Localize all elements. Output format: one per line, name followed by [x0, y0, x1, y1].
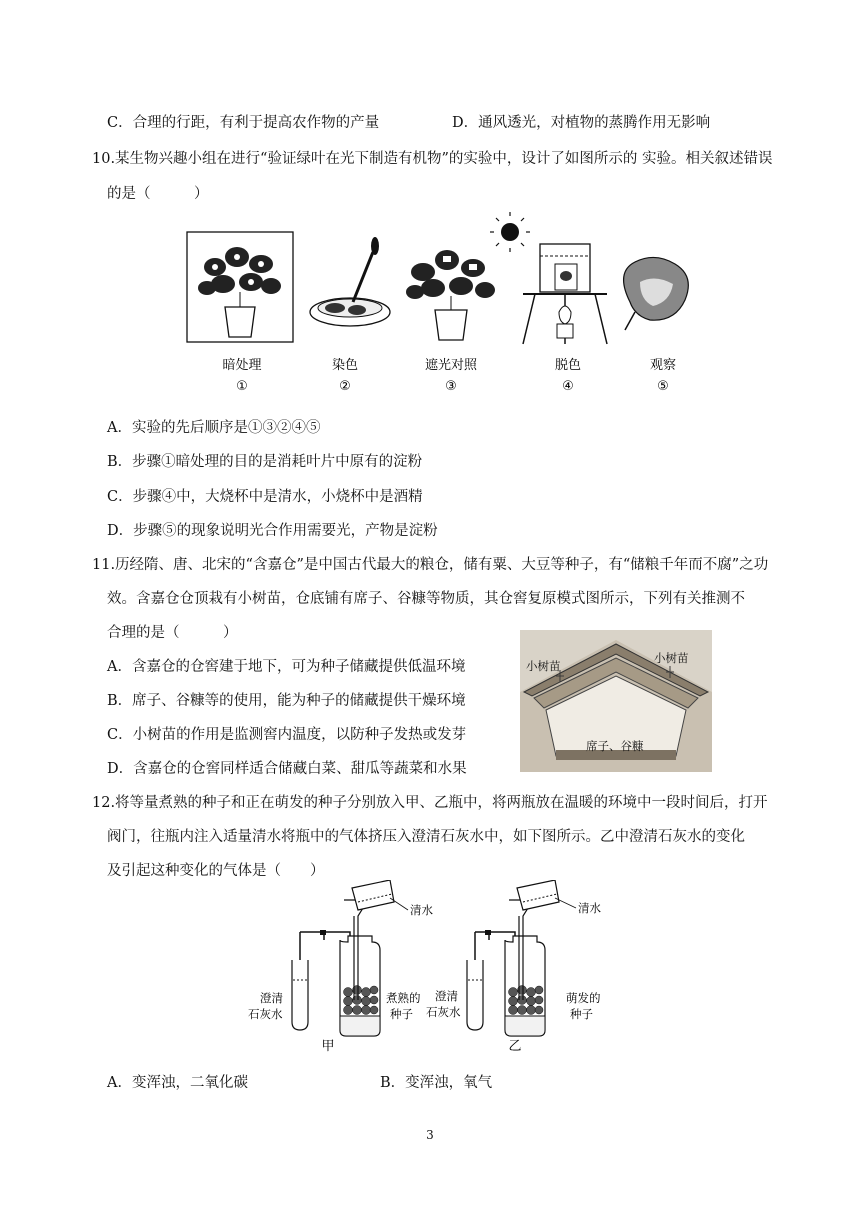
q10-stem-line2: 的是（ ） — [107, 186, 209, 202]
jia-lime-label-2: 石灰水 — [248, 1007, 283, 1021]
yi-seed-label-1: 萌发的 — [566, 991, 601, 1005]
step5-label: 观察 — [649, 358, 677, 373]
q10-experiment-figure — [185, 212, 705, 397]
q9-option-d: D．通风透光，对植物的蒸腾作用无影响 — [452, 115, 711, 131]
step2-number: ② — [339, 379, 351, 394]
observed-leaf-icon — [624, 257, 689, 330]
dark-treatment-plant-icon — [187, 232, 293, 342]
sapling-label-right: 小树苗 — [654, 651, 689, 665]
jia-water-label: 清水 — [410, 903, 433, 917]
step5-number: ⑤ — [657, 379, 669, 394]
yi-lime-label-2: 石灰水 — [426, 1005, 461, 1019]
q11-stem-line2: 效。含嘉仓仓顶栽有小树苗，仓底铺有席子、谷糠等物质，其仓窖复原模式图所示，下列有关推测不 — [107, 591, 745, 607]
step3-number: ③ — [445, 379, 457, 394]
page-number: 3 — [426, 1128, 434, 1142]
granary-cellar-figure — [520, 630, 712, 772]
yi-name-label: 乙 — [508, 1039, 522, 1054]
jia-seed-label-2: 种子 — [390, 1007, 413, 1021]
sapling-label-left: 小树苗 — [526, 659, 561, 673]
q10-option-a: A．实验的先后顺序是①③②④⑤ — [107, 420, 321, 436]
q12-stem-line1: 12.将等量煮熟的种子和正在萌发的种子分别放入甲、乙瓶中，将两瓶放在温暖的环境中一段时间后，打开 — [92, 795, 768, 811]
q12-stem-line2: 阀门，往瓶内注入适量清水将瓶中的气体挤压入澄清石灰水中，如下图所示。乙中澄清石灰水的变化 — [107, 829, 745, 845]
decolorize-beaker-icon — [523, 244, 607, 344]
step1-label: 暗处理 — [222, 358, 262, 373]
step2-label: 染色 — [331, 358, 359, 373]
step3-label: 遮光对照 — [424, 358, 478, 373]
q12-stem-line3: 及引起这种变化的气体是（ ） — [107, 863, 325, 879]
yi-lime-label-1: 澄清 — [435, 989, 458, 1003]
jia-name-label: 甲 — [321, 1039, 335, 1054]
q9-option-c: C．合理的行距，有利于提高农作物的产量 — [107, 115, 380, 131]
yi-seed-label-2: 种子 — [570, 1007, 593, 1021]
q10-option-b: B．步骤①暗处理的目的是消耗叶片中原有的淀粉 — [107, 454, 423, 470]
q12-apparatus-figure — [240, 880, 640, 1060]
jia-lime-label-1: 澄清 — [260, 991, 283, 1005]
step4-label: 脱色 — [554, 358, 582, 373]
q12-option-a: A．变浑浊，二氧化碳 — [107, 1075, 248, 1091]
q11-stem-line1: 11.历经隋、唐、北宋的“含嘉仓”是中国古代最大的粮仓，储有粟、大豆等种子，有“储粮千年而不腐”之功 — [92, 557, 769, 573]
step1-number: ① — [236, 379, 248, 394]
q11-option-d: D．含嘉仓的仓窖同样适合储藏白菜、甜瓜等蔬菜和水果 — [107, 761, 467, 777]
q10-option-d: D．步骤⑤的现象说明光合作用需要光，产物是淀粉 — [107, 523, 438, 539]
jia-seed-label-1: 煮熟的 — [386, 991, 421, 1005]
q11-option-a: A．含嘉仓的仓窖建于地下，可为种子储藏提供低温环境 — [107, 659, 466, 675]
apparatus-yi — [426, 880, 601, 1054]
apparatus-jia — [248, 880, 433, 1054]
q11-option-b: B．席子、谷糠等的使用，能为种子的储藏提供干燥环境 — [107, 693, 466, 709]
q11-option-c: C．小树苗的作用是监测窖内温度，以防种子发热或发芽 — [107, 727, 467, 743]
q11-stem-line3: 合理的是（ ） — [107, 625, 238, 641]
q10-option-c: C．步骤④中，大烧杯中是清水，小烧杯中是酒精 — [107, 489, 423, 505]
q10-stem-line1: 10.某生物兴趣小组在进行“验证绿叶在光下制造有机物”的实验中，设计了如图所示的 实验。相关叙述错误 — [92, 151, 773, 167]
staining-dish-icon — [310, 237, 390, 326]
shading-control-plant-icon — [406, 212, 530, 340]
q12-option-b: B．变浑浊，氧气 — [380, 1075, 493, 1091]
mat-chaff-label: 席子、谷糠 — [586, 739, 644, 753]
step4-number: ④ — [562, 379, 574, 394]
yi-water-label: 清水 — [578, 901, 601, 915]
